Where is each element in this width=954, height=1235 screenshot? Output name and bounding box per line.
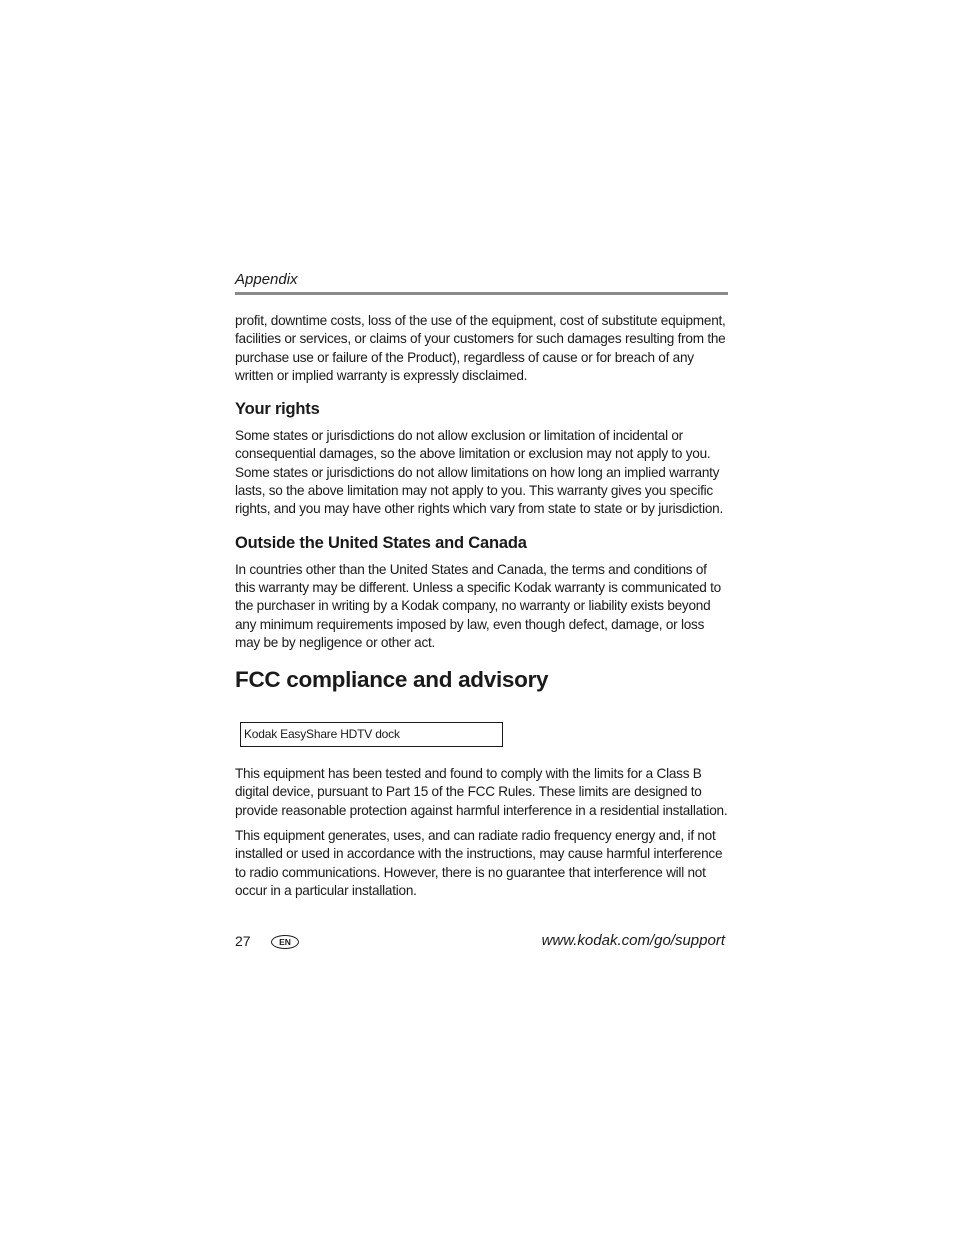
page-number: 27 bbox=[235, 933, 251, 949]
fcc-paragraph-1: This equipment has been tested and found to comply with the limits for a Class B digital device, pursuant to Part 15 of the FCC Rules. These limits are designed to provide reasonable protection against harmful interference in a residential installation. bbox=[235, 766, 728, 818]
outside-us-canada-heading: Outside the United States and Canada bbox=[235, 533, 527, 552]
outside-us-canada-paragraph: In countries other than the United States and Canada, the terms and conditions of this warranty may be different. Unless a specific Kodak warranty is communicated to the purchaser in writing by a Kodak company, no warranty or liability exists beyond any minimum requirements imposed by law, even though defect, damage, or loss may be by negligence or other act. bbox=[235, 561, 721, 650]
header-rule bbox=[235, 292, 728, 295]
page-content bbox=[235, 270, 728, 900]
your-rights-paragraph: Some states or jurisdictions do not allow exclusion or limitation of incidental or consequential damages, so the above limitation or exclusion may not apply to you. Some states or jurisdictions do not allow limitations on how long an implied warranty lasts, so the above limitation may not apply to you. This warranty gives you specific rights, and you may have other rights which vary from state to state or by jurisdiction. bbox=[235, 428, 723, 517]
running-head: Appendix bbox=[235, 271, 298, 288]
fcc-heading: FCC compliance and advisory bbox=[235, 667, 549, 693]
page-footer bbox=[235, 930, 725, 952]
your-rights-heading: Your rights bbox=[235, 400, 320, 419]
intro-paragraph: profit, downtime costs, loss of the use of the equipment, cost of substitute equipment, facilities or services, or claims of your customers for such damages resulting from the purchase use or failure of the Product), regardless of cause or for breach of any written or implied warranty is expressly disclaimed. bbox=[235, 313, 726, 383]
language-badge-icon: EN bbox=[271, 935, 299, 949]
fcc-paragraph-2: This equipment generates, uses, and can radiate radio frequency energy and, if not installed or used in accordance with the instructions, may cause harmful interference to radio communications. However, there is no guarantee that interference will not occur in a particular installation. bbox=[235, 828, 723, 898]
support-url-link[interactable]: www.kodak.com/go/support bbox=[541, 932, 725, 949]
product-label-box: Kodak EasyShare HDTV dock bbox=[240, 722, 503, 747]
